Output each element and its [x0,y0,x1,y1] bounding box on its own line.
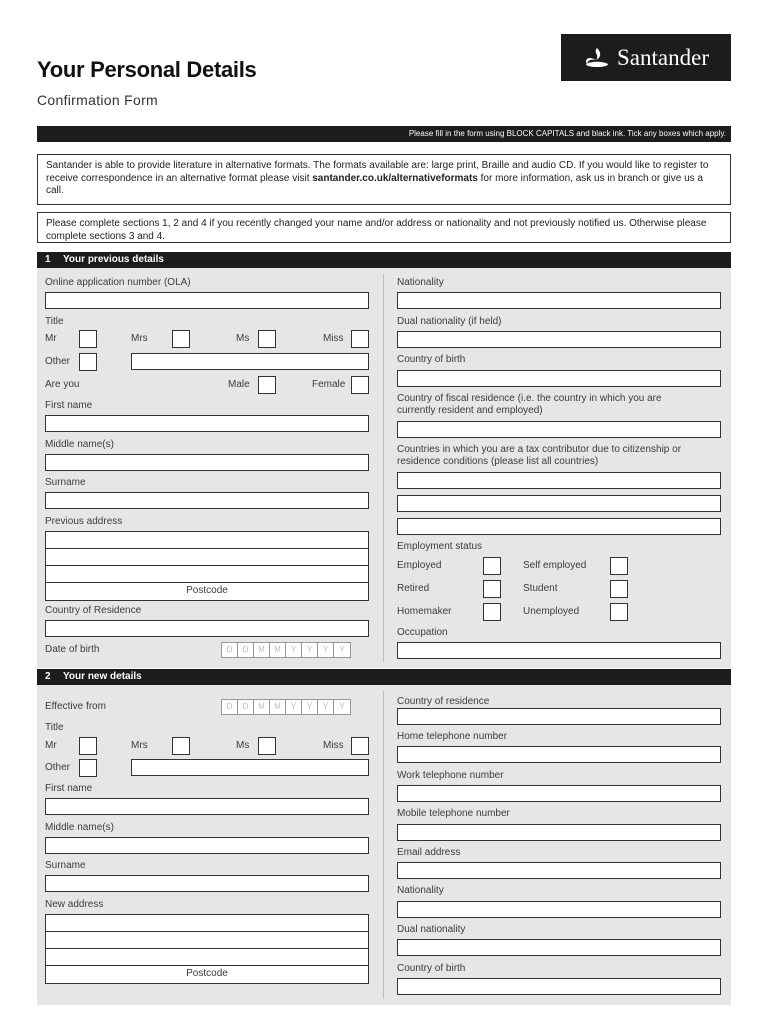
new-title-label: Title [45,722,64,733]
other-title-field[interactable] [131,353,369,370]
instructions-bar: Please fill in the form using BLOCK CAPITALS and black ink. Tick any boxes which apply. [37,126,731,142]
section1-divider [383,274,384,662]
middle-names-field[interactable] [45,454,369,471]
fiscal-residence-label: Country of fiscal residence (i.e. the country in which you are currently resident and employed) [397,393,662,416]
homemaker-label: Homemaker [397,606,452,617]
page-subtitle: Confirmation Form [37,92,159,108]
brand-name: Santander [617,44,709,70]
employed-checkbox[interactable] [483,557,501,575]
new-middle-names-label: Middle name(s) [45,822,114,833]
new-ms-label: Ms [236,740,250,751]
santander-logo [561,34,731,81]
new-nationality-label: Nationality [397,885,444,896]
email-field[interactable] [397,862,721,879]
new-country-of-residence-field[interactable] [397,708,721,725]
previous-address-label: Previous address [45,516,123,527]
alternative-formats-link[interactable]: santander.co.uk/alternativeformats [312,172,478,184]
ms-label: Ms [236,333,250,344]
other-checkbox[interactable] [79,353,97,371]
first-name-label: First name [45,400,93,411]
self-employed-label: Self employed [523,560,587,571]
male-checkbox[interactable] [258,376,276,394]
new-middle-names-field[interactable] [45,837,369,854]
retired-label: Retired [397,583,430,594]
male-label: Male [228,379,250,390]
tax-country-field-1[interactable] [397,472,721,489]
employment-status-label: Employment status [397,541,483,552]
effective-from-field[interactable]: D D M M Y Y Y Y [221,699,351,715]
new-mr-label: Mr [45,740,57,751]
section2-header: 2 Your new details [37,669,731,685]
home-tel-field[interactable] [397,746,721,763]
unemployed-checkbox[interactable] [610,603,628,621]
ola-label: Online application number (OLA) [45,277,191,288]
title-label: Title [45,316,64,327]
occupation-label: Occupation [397,627,448,638]
new-address-field[interactable] [45,914,369,984]
female-label: Female [312,379,346,390]
postcode-label: Postcode [186,585,228,596]
sections-notice: Please complete sections 1, 2 and 4 if you recently changed your name and/or address or nationality and not previously notified us. Otherwise please complete sections 3 and 4. [37,212,731,243]
tax-country-field-2[interactable] [397,495,721,512]
first-name-field[interactable] [45,415,369,432]
surname-label: Surname [45,477,86,488]
new-other-checkbox[interactable] [79,759,97,777]
new-country-of-birth-label: Country of birth [397,963,466,974]
alternative-formats-notice: Santander is able to provide literature in alternative formats. The formats available are: large print, Braille and audio CD. If you would like to register to receive correspondence in an alternative format please visit santander.co.uk/alternativeformats for more information, ask us in branch or give us a call. [37,154,731,205]
email-label: Email address [397,847,461,858]
section2-divider [383,691,384,999]
section1-header: 1 Your previous details [37,252,731,268]
new-surname-field[interactable] [45,875,369,892]
mrs-checkbox[interactable] [172,330,190,348]
other-label: Other [45,356,71,367]
are-you-label: Are you [45,379,80,390]
female-checkbox[interactable] [351,376,369,394]
dob-label: Date of birth [45,644,100,655]
country-of-residence-label: Country of Residence [45,605,142,616]
new-address-label: New address [45,899,104,910]
miss-label: Miss [323,333,344,344]
unemployed-label: Unemployed [523,606,580,617]
nationality-field[interactable] [397,292,721,309]
new-ms-checkbox[interactable] [258,737,276,755]
new-first-name-label: First name [45,783,93,794]
occupation-field[interactable] [397,642,721,659]
work-tel-label: Work telephone number [397,770,504,781]
page-title: Your Personal Details [37,57,257,82]
dual-nationality-field[interactable] [397,331,721,348]
new-mr-checkbox[interactable] [79,737,97,755]
student-label: Student [523,583,558,594]
previous-address-field[interactable] [45,531,369,601]
new-other-title-field[interactable] [131,759,369,776]
middle-names-label: Middle name(s) [45,439,114,450]
new-mrs-label: Mrs [131,740,148,751]
self-employed-checkbox[interactable] [610,557,628,575]
new-country-of-birth-field[interactable] [397,978,721,995]
tax-countries-label: Countries in which you are a tax contributor due to citizenship or residence conditions (please list all countries) [397,444,682,467]
new-surname-label: Surname [45,860,86,871]
new-mrs-checkbox[interactable] [172,737,190,755]
new-postcode-label: Postcode [186,968,228,979]
new-other-label: Other [45,762,71,773]
new-first-name-field[interactable] [45,798,369,815]
homemaker-checkbox[interactable] [483,603,501,621]
new-miss-label: Miss [323,740,344,751]
country-of-birth-label: Country of birth [397,354,466,365]
surname-field[interactable] [45,492,369,509]
mr-checkbox[interactable] [79,330,97,348]
new-nationality-field[interactable] [397,901,721,918]
fiscal-residence-field[interactable] [397,421,721,438]
new-dual-nationality-label: Dual nationality [397,924,466,935]
employed-label: Employed [397,560,442,571]
dob-field[interactable]: D D M M Y Y Y Y [221,642,351,658]
flame-icon [583,46,611,70]
country-of-birth-field[interactable] [397,370,721,387]
miss-checkbox[interactable] [351,330,369,348]
work-tel-field[interactable] [397,785,721,802]
retired-checkbox[interactable] [483,580,501,598]
new-miss-checkbox[interactable] [351,737,369,755]
country-of-residence-field[interactable] [45,620,369,637]
mr-label: Mr [45,333,57,344]
ms-checkbox[interactable] [258,330,276,348]
mobile-tel-field[interactable] [397,824,721,841]
effective-from-label: Effective from [45,701,106,712]
ola-field[interactable] [45,292,369,309]
home-tel-label: Home telephone number [397,731,508,742]
tax-country-field-3[interactable] [397,518,721,535]
dual-nationality-label: Dual nationality (if held) [397,316,502,327]
new-country-of-residence-label: Country of residence [397,696,490,707]
student-checkbox[interactable] [610,580,628,598]
mobile-tel-label: Mobile telephone number [397,808,510,819]
nationality-label: Nationality [397,277,444,288]
new-dual-nationality-field[interactable] [397,939,721,956]
mrs-label: Mrs [131,333,148,344]
